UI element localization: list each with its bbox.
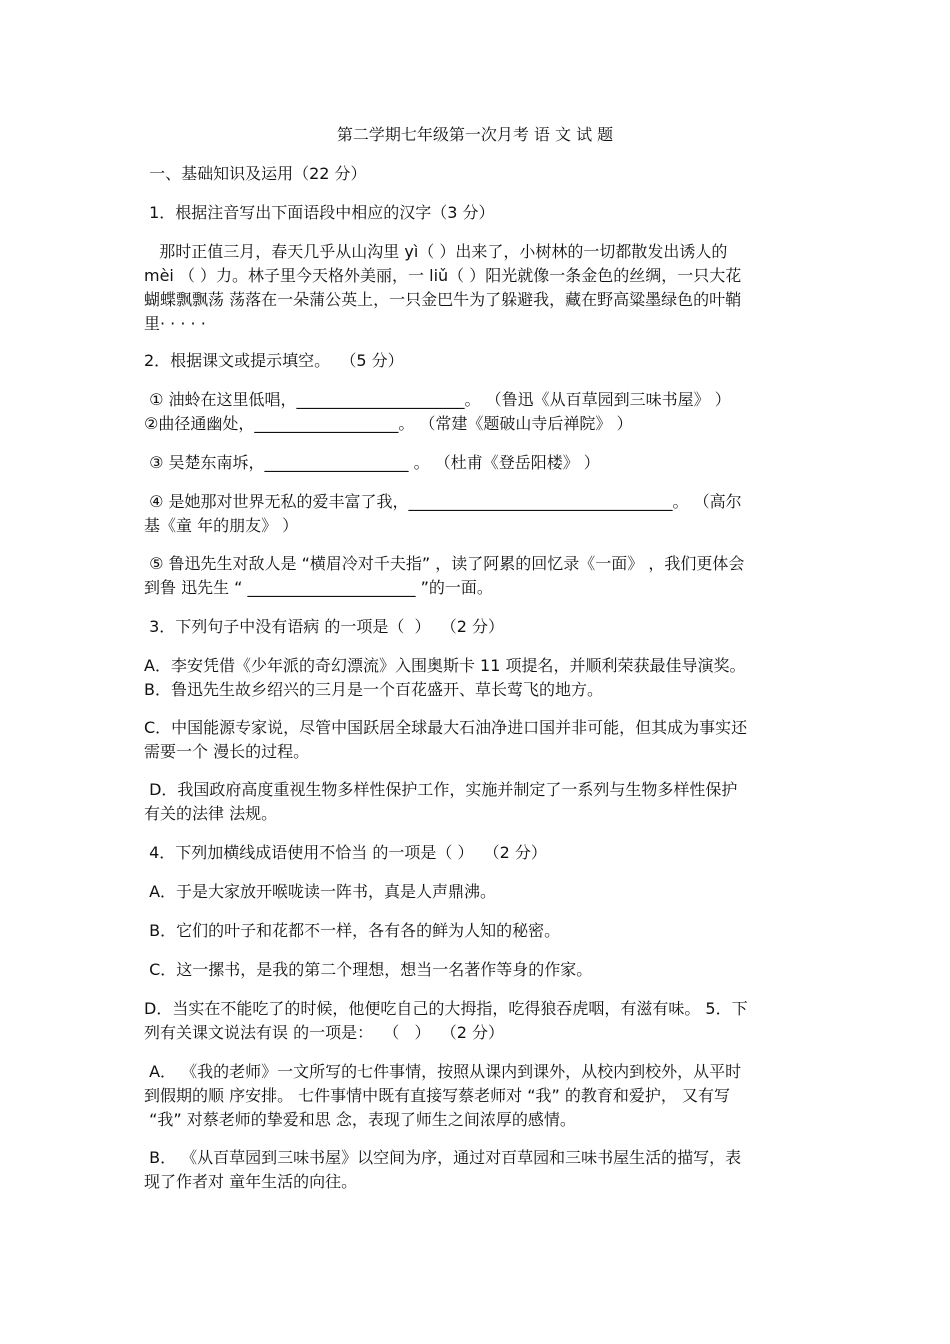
passage-line: 里· · · · · [144,314,206,333]
fill-item-2: ②曲径通幽处，__________________。 （常建《题破山寺后禅院》 ） [144,414,633,433]
option-d: D．我国政府高度重视生物多样性保护工作，实施并制定了一系列与生物多样性保护 [144,780,738,799]
option-c: C．中国能源专家说，尽管中国跃居全球最大石油净进口国并非可能，但其成为事实还 [144,718,748,737]
option-c-cont: 需要一个 漫长的过程。 [144,742,310,761]
option-d-cont: 有关的法律 法规。 [144,804,278,823]
fill-item-4: ④ 是她那对世界无私的爱丰富了我，_________________________________。 （高尔 [144,492,742,511]
option-b: B．它们的叶子和花都不一样，各有各的鲜为人知的秘密。 [144,921,561,940]
fill-item-5-cont: 到鲁 迅先生 “ _____________________ ”的一面。 [144,578,493,597]
page-title: 第二学期七年级第一次月考 语 文 试 题 [336,125,614,144]
question-1: 1．根据注音写出下面语段中相应的汉字（3 分） [144,203,495,222]
passage-line: mèi （ ）力。林子里今天格外美丽，一 liǔ（ ）阳光就像一条金色的丝绸，一只大花 [144,266,742,285]
question-5: 列有关课文说法有误 的一项是： （ ） （2 分） [144,1023,504,1042]
question-2: 2．根据课文或提示填空。 （5 分） [144,351,404,370]
option-a: A． 《我的老师》一文所写的七件事情，按照从课内到课外，从校内到校外，从平时 [144,1062,742,1081]
section-heading: 一、基础知识及运用（22 分） [144,164,367,183]
option-b: B．鲁迅先生故乡绍兴的三月是一个百花盛开、草长莺飞的地方。 [144,680,603,699]
fill-item-4-cont: 基《童 年的朋友》 ） [144,516,299,535]
fill-item-3: ③ 吴楚东南坼，__________________ 。 （杜甫《登岳阳楼》 ） [144,453,600,472]
fill-item-1: ① 油蛉在这里低唱，_____________________。 （鲁迅《从百草园到三味书屋》 ） [144,390,731,409]
option-a-cont: “我” 对蔡老师的挚爱和思 念，表现了师生之间浓厚的感情。 [144,1110,576,1129]
option-c: C．这一摞书，是我的第二个理想，想当一名著作等身的作家。 [144,960,593,979]
question-4: 4．下列加横线成语使用不恰当 的一项是（ ） （2 分） [144,843,547,862]
question-3: 3．下列句子中没有语病 的一项是（ ） （2 分） [144,617,504,636]
fill-item-5: ⑤ 鲁迅先生对敌人是 “横眉冷对千夫指” ，读了阿累的回忆录《一面》 ，我们更体会 [144,554,745,573]
option-b-cont: 现了作者对 童年生活的向往。 [144,1172,358,1191]
option-d: D．当实在不能吃了的时候，他便吃自己的大拇指，吃得狼吞虎咽，有滋有味。 5．下 [144,999,748,1018]
option-a: A．于是大家放开喉咙读一阵书，真是人声鼎沸。 [144,882,497,901]
option-b: B． 《从百草园到三味书屋》以空间为序，通过对百草园和三味书屋生活的描写，表 [144,1148,742,1167]
passage-line: 蝴蝶飘飘荡 荡落在一朵蒲公英上，一只金巴牛为了躲避我，藏在野高粱墨绿色的叶鞘 [144,290,742,309]
option-a-cont: 到假期的顺 序安排。 七件事情中既有直接写蔡老师对 “我” 的教育和爱护， 又有写 [144,1086,731,1105]
passage-line: 那时正值三月，春天几乎从山沟里 yì（ ）出来了，小树林的一切都散发出诱人的 [144,242,728,261]
option-a: A．李安凭借《少年派的奇幻漂流》入围奥斯卡 11 项提名，并顺利荣获最佳导演奖。 [144,656,746,675]
